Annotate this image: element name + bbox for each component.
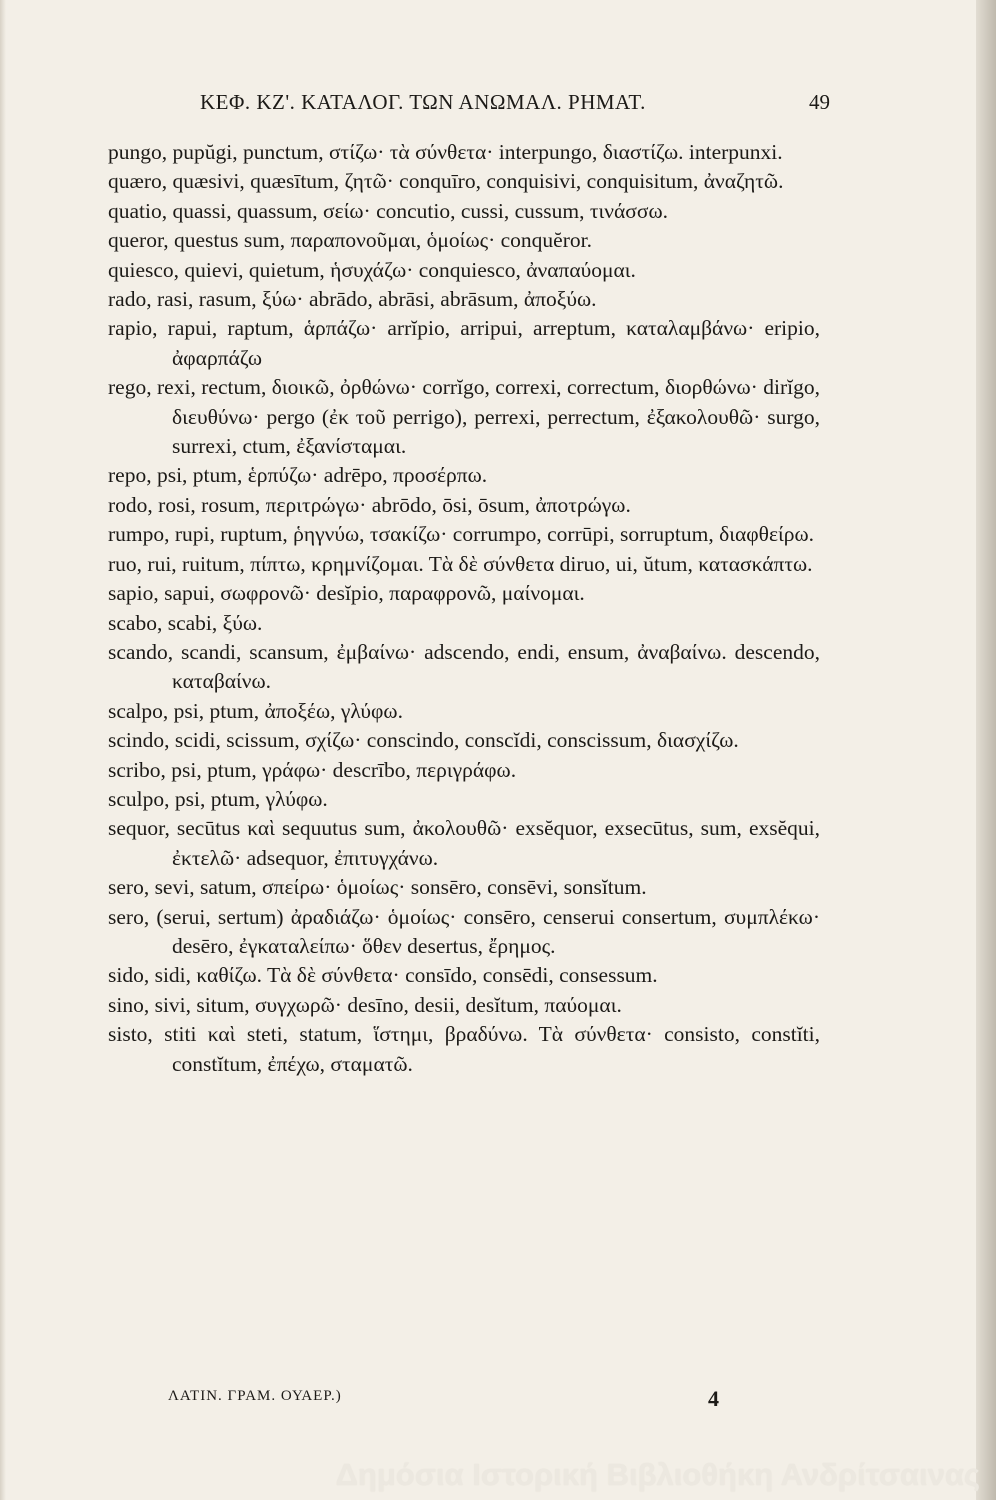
library-watermark: Δημόσια Ιστορική Βιβλιοθήκη Ανδρίτσαινας	[335, 1457, 980, 1492]
verb-entry: pungo, pupŭgi, punctum, στίζω· τὰ σύνθετα· interpungo, διαστίζω. interpunxi.	[108, 140, 783, 164]
verb-entry: rumpo, rupi, ruptum, ῥηγνύω, τσακίζω· corrumpo, corrūpi, sorruptum, διαφθείρω.	[108, 522, 815, 547]
page-number: 49	[809, 90, 830, 114]
verb-entry: rego, rexi, rectum, διοικῶ, ὀρθώνω· corrĭgo, correxi, correctum, διορθώνω· dirĭgo, διευθύνω· pergo (ἐκ τοῦ perrigo), perrexi, perrectum, ἐξακολουθῶ· surgo, surrexi, ctum, ἐξανίσταμαι.	[108, 375, 820, 459]
page-left-edge	[0, 0, 6, 1500]
verb-entry: rodo, rosi, rosum, περιτρώγω· abrōdo, ōsi, ōsum, ἀποτρώγω.	[108, 492, 631, 517]
verb-entry: sero, sevi, satum, σπείρω· ὁμοίως· sonsēro, consēvi, sonsĭtum.	[108, 875, 647, 900]
verb-entry: sido, sidi, καθίζω. Τὰ δὲ σύνθετα· consīdo, consēdi, consessum.	[108, 963, 658, 988]
verb-entry: repo, psi, ptum, ἑρπύζω· adrēpo, προσέρπω.	[108, 463, 488, 488]
verb-entry: scindo, scidi, scissum, σχίζω· conscindo, conscĭdi, conscissum, διασχίζω.	[108, 728, 739, 753]
verb-entry: sapio, sapui, σωφρονῶ· desĭpio, παραφρονῶ, μαίνομαι.	[108, 581, 585, 606]
verb-entry: rado, rasi, rasum, ξύω· abrādo, abrāsi, abrāsum, ἀποξύω.	[108, 287, 597, 312]
verb-entry: sisto, stiti καὶ steti, statum, ἵστημι, βραδύνω. Τὰ σύνθετα· consisto, constĭti, constĭtum, ἐπέχω, σταματῶ.	[108, 1022, 820, 1076]
page-footer	[0, 1388, 996, 1418]
verb-entry: scabo, scabi, ξύω.	[108, 610, 263, 635]
verb-entry: quæro, quæsivi, quæsītum, ζητῶ· conquīro, conquisivi, conquisitum, ἀναζητῶ.	[108, 169, 784, 194]
running-title: ΚΕΦ. ΚΖ'. ΚΑΤΑΛΟΓ. ΤΩΝ ΑΝΩΜΑΛ. ΡΗΜΑΤ.	[200, 90, 646, 114]
gathering-mark: 4	[708, 1386, 719, 1411]
verb-list	[108, 138, 820, 1079]
verb-entry: ruo, rui, ruitum, πίπτω, κρημνίζομαι. Τὰ δὲ σύνθετα diruo, ui, ŭtum, κατασκάπτω.	[108, 551, 813, 576]
verb-entry: queror, questus sum, παραπονοῦμαι, ὁμοίως· conquĕror.	[108, 228, 592, 253]
page-right-edge	[976, 0, 996, 1500]
verb-entry: quatio, quassi, quassum, σείω· concutio, cussi, cussum, τινάσσω.	[108, 198, 668, 223]
verb-entry: rapio, rapui, raptum, ἁρπάζω· arrĭpio, arripui, arreptum, καταλαμβάνω· eripio, ἀφαρπάζω	[108, 316, 820, 370]
verb-entry: sculpo, psi, ptum, γλύφω.	[108, 786, 328, 811]
verb-entry: quiesco, quievi, quietum, ἡσυχάζω· conquiesco, ἀναπαύομαι.	[108, 257, 636, 282]
signature-mark: ΛΑΤΙΝ. ΓΡΑΜ. ΟΥΑΕΡ.)	[168, 1388, 342, 1404]
verb-entry: scando, scandi, scansum, ἐμβαίνω· adscendo, endi, ensum, ἀναβαίνω. descendo, καταβαίνω.	[108, 639, 820, 694]
verb-entry: scalpo, psi, ptum, ἀποξέω, γλύφω.	[108, 698, 403, 723]
verb-entry: sequor, secūtus καὶ sequutus sum, ἀκολουθῶ· exsĕquor, exsecūtus, sum, exsĕqui, ἐκτελῶ· adsequor, ἐπιτυγχάνω.	[108, 816, 820, 870]
verb-entry: sino, sivi, situm, συγχωρῶ· desīno, desii, desĭtum, παύομαι.	[108, 992, 622, 1017]
verb-entry: sero, (serui, sertum) ἀραδιάζω· ὁμοίως· consēro, censerui consertum, συμπλέκω· desēro, ἐγκαταλείπω· ὅθεν desertus, ἔρημος.	[108, 904, 820, 958]
verb-entry: scribo, psi, ptum, γράφω· descrībo, περιγράφω.	[108, 757, 517, 782]
running-header	[200, 90, 830, 120]
